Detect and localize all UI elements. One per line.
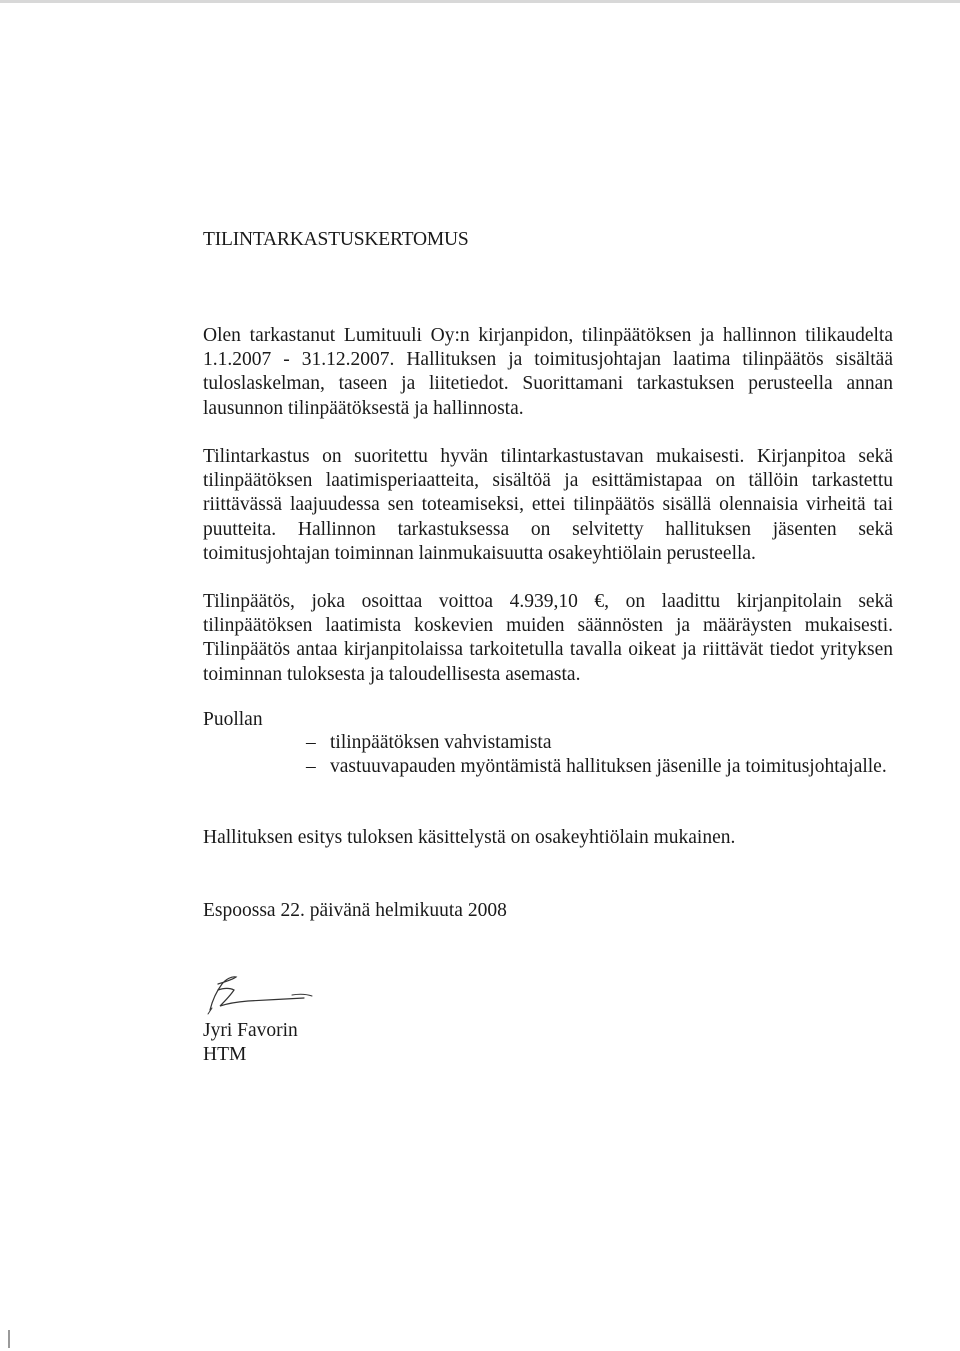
paragraph-profit-proposal: Hallituksen esitys tuloksen käsittelystä on osakeyhtiölain mukainen. xyxy=(203,827,736,848)
paragraph-audit-scope: Olen tarkastanut Lumituuli Oy:n kirjanpidon, tilinpäätöksen ja hallinnon tilikaudelta 1.1.2007 - 31.12.2007. Hallituksen ja toimitusjohtajan laatima tilinpäätös sisältää tuloslaskelman, taseen ja liitetiedot. Suorittamani tarkastuksen perusteella annan lausunnon tilinpäätöksestä ja hallinnosta. xyxy=(203,325,893,419)
dash-bullet: – xyxy=(306,756,316,778)
support-heading: Puollan xyxy=(203,709,263,730)
list-item-text: vastuuvapauden myöntämistä hallituksen jäsenille ja toimitusjohtajalle. xyxy=(330,756,887,778)
paragraph-financial-statement: Tilinpäätös, joka osoittaa voittoa 4.939,10 €, on laadittu kirjanpitolain sekä tilinpäätöksen laatimista koskevien muiden säännösten ja määräysten mukaisesti. Tilinpäätös antaa kirjanpitolaissa tarkoitetulla tavalla oikeat ja riittävät tiedot yrityksen toiminnan tuloksesta ja taloudellisesta asemasta. xyxy=(203,591,893,685)
list-item-text: tilinpäätöksen vahvistamista xyxy=(330,732,552,753)
list-item xyxy=(306,731,896,755)
handwritten-signature xyxy=(196,968,326,1018)
support-list xyxy=(306,731,896,779)
paragraph-audit-method: Tilintarkastus on suoritettu hyvän tilintarkastustavan mukaisesti. Kirjanpitoa sekä tilinpäätöksen laatimisperiaatteita, sisältöä ja esittämistapaa on tällöin tarkastettu riittävässä laajuudessa sen toteamiseksi, ettei tilinpäätös sisällä olennaisia virheitä tai puutteita. Hallinnon tarkastuksessa on selvitetty hallituksen jäsenten sekä toimitusjohtajan toiminnan lainmukaisuutta osakeyhtiölain perusteella. xyxy=(203,446,893,564)
dash-bullet: – xyxy=(306,732,316,753)
list-item xyxy=(306,755,896,779)
signer-title: HTM xyxy=(203,1044,247,1065)
scan-edge-mark xyxy=(8,1330,10,1348)
scan-edge-top xyxy=(0,0,960,3)
document-title: TILINTARKASTUSKERTOMUS xyxy=(203,229,469,250)
place-date: Espoossa 22. päivänä helmikuuta 2008 xyxy=(203,900,507,921)
signer-name: Jyri Favorin xyxy=(203,1020,298,1041)
